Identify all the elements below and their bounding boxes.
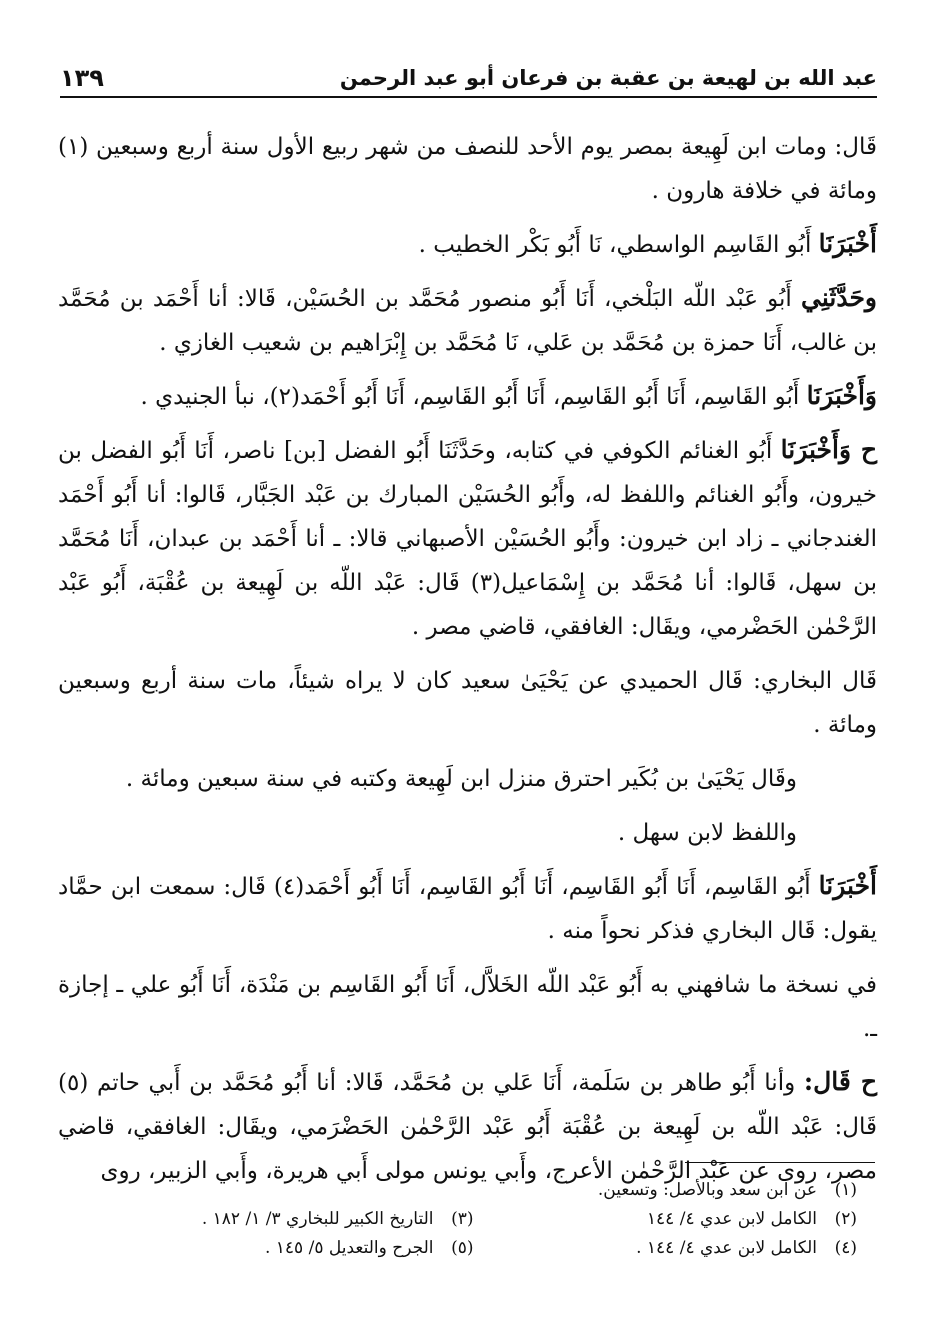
footnote bbox=[504, 1205, 858, 1234]
paragraph-lead: أَخْبَرَنَا bbox=[818, 229, 877, 258]
footnote-number: (٤) bbox=[834, 1238, 857, 1258]
paragraph-text: أَبُو القَاسِم، أَنَا أَبُو القَاسِم، أَنَا أَبُو القَاسِم، أَنَا أَبُو أَحْمَد(٤) قَال: سمعت ابن حمَّاد يقول: قَال البخاري فذكر نحواً منه . bbox=[58, 874, 877, 944]
footnote-text: الجرح والتعديل ٥/ ١٤٥ . bbox=[264, 1238, 434, 1258]
paragraph-text: أَبُو القَاسِم، أَنَا أَبُو القَاسِم، أَنَا أَبُو القَاسِم، أَنَا أَبُو أَحْمَد(٢)، نبأ الجنيدي . bbox=[140, 384, 807, 410]
paragraph-lead: وَأَخْبَرَنَا bbox=[806, 381, 877, 410]
footnote-text: التاريخ الكبير للبخاري ٣/ ١/ ١٨٢ . bbox=[201, 1209, 434, 1229]
running-header bbox=[60, 54, 877, 98]
paragraph bbox=[58, 810, 877, 855]
paragraph-lead: وحَدَّثَنِي bbox=[801, 283, 877, 312]
paragraph-text: أَبُو القَاسِم الواسطي، نَا أَبُو بَكْر الخطيب . bbox=[418, 232, 819, 258]
footnote bbox=[504, 1176, 858, 1205]
paragraph bbox=[58, 374, 877, 419]
footnote-text: الكامل لابن عدي ٤/ ١٤٤ bbox=[646, 1209, 817, 1229]
footnote-number: (١) bbox=[834, 1180, 857, 1200]
paragraph-text: واللفظ لابن سهل . bbox=[617, 820, 797, 846]
paragraph bbox=[58, 222, 877, 267]
paragraph bbox=[58, 864, 877, 953]
paragraph-text: قَال البخاري: قَال الحميدي عن يَحْيَىٰ سعيد كان لا يراه شيئاً، مات سنة أربع وسبعين ومائة . bbox=[58, 668, 877, 738]
paragraph-lead: ح وَأَخْبَرَنَا bbox=[780, 435, 877, 464]
main-text bbox=[58, 124, 877, 1202]
paragraph bbox=[58, 1060, 877, 1193]
paragraph-text: أَبُو الغنائم الكوفي في كتابه، وحَدَّثَنَا أَبُو الفضل [بن] ناصر، أَنَا أَبُو الفضل بن خيرون، وأَبُو الغنائم واللفظ له، وأَبُو الحُسَيْن المبارك بن عَبْد الجَبَّار، قَالوا: أنا أَبُو أَحْمَد الغندجاني ـ زاد ابن خيرون: وأَبُو الحُسَيْن الأصبهاني قالا: ـ أنا أَحْمَد بن عبدان، أَنَا مُحَمَّد بن سهل، قَالوا: أنا مُحَمَّد بن إِسْمَاعيل(٣) قَال: عَبْد اللّه بن لَهِيعة بن عُقْبَة، أَبُو عَبْد الرَّحْمٰن الحَضْرمي، ويقَال: الغافقي، قاضي مصر . bbox=[58, 438, 878, 640]
paragraph bbox=[58, 658, 877, 747]
header-title: عبد الله بن لهيعة بن عقبة بن فرعان أبو عبد الرحمن bbox=[339, 66, 877, 90]
paragraph bbox=[58, 428, 877, 649]
footnote bbox=[504, 1234, 858, 1263]
footnote bbox=[120, 1176, 474, 1205]
footnote-text: عن ابن سعد وبالأصل: وتسعين. bbox=[597, 1180, 817, 1200]
paragraph bbox=[58, 756, 877, 801]
paragraph-text: قَال: ومات ابن لَهِيعة بمصر يوم الأحد للنصف من شهر ربيع الأول سنة أربع وسبعين (١) ومائة في خلافة هارون . bbox=[58, 134, 877, 204]
footnote-number: (٢) bbox=[834, 1209, 857, 1229]
paragraph-text: أَبُو عَبْد اللّه البَلْخي، أَنَا أَبُو منصور مُحَمَّد بن الحُسَيْن، قَالا: أنا أَحْمَد بن مُحَمَّد بن غالب، أَنَا حمزة بن مُحَمَّد بن عَلي، نَا مُحَمَّد بن إِبْرَاهيم بن شعيب الغازي . bbox=[58, 286, 877, 356]
paragraph bbox=[58, 124, 877, 213]
footnote-number: (٥) bbox=[451, 1238, 474, 1258]
paragraph-lead: ح قَال: bbox=[803, 1067, 877, 1096]
footnote-text: الكامل لابن عدي ٤/ ١٤٤ . bbox=[636, 1238, 817, 1258]
paragraph-text: وأنا أَبُو طاهر بن سَلَمة، أَنَا عَلي بن مُحَمَّد، قَالا: أنا أَبُو مُحَمَّد بن أَبي حاتم (٥) قَال: عَبْد اللّه بن لَهِيعة بن عُقْبَة أَبُو عَبْد الرَّحْمٰن الحَضْرَمي، ويقَال: الغافقي، قاضي مصر، روى عن عَبْد الرَّحْمٰن الأعرج، وأَبي يونس مولى أَبي هريرة، وأَبي الزبير، روى bbox=[58, 1070, 877, 1184]
footnote-number: (٣) bbox=[451, 1209, 474, 1229]
page-number: ١٣٩ bbox=[60, 64, 104, 92]
paragraph bbox=[58, 962, 877, 1051]
paragraph bbox=[58, 276, 877, 365]
paragraph-lead: أَخْبَرَنَا bbox=[818, 871, 877, 900]
footnote bbox=[120, 1205, 474, 1234]
footnote bbox=[120, 1234, 474, 1263]
footnote-divider bbox=[685, 1162, 875, 1163]
paragraph-text: في نسخة ما شافهني به أَبُو عَبْد اللّه الخَلاَّل، أَنَا أَبُو القَاسِم بن مَنْدَة، أَنَا أَبُو علي ـ إجازة ـ. bbox=[58, 972, 877, 1042]
footnotes bbox=[120, 1176, 857, 1263]
paragraph-text: وقَال يَحْيَىٰ بن بُكَير احترق منزل ابن لَهِيعة وكتبه في سنة سبعين ومائة . bbox=[125, 766, 797, 792]
